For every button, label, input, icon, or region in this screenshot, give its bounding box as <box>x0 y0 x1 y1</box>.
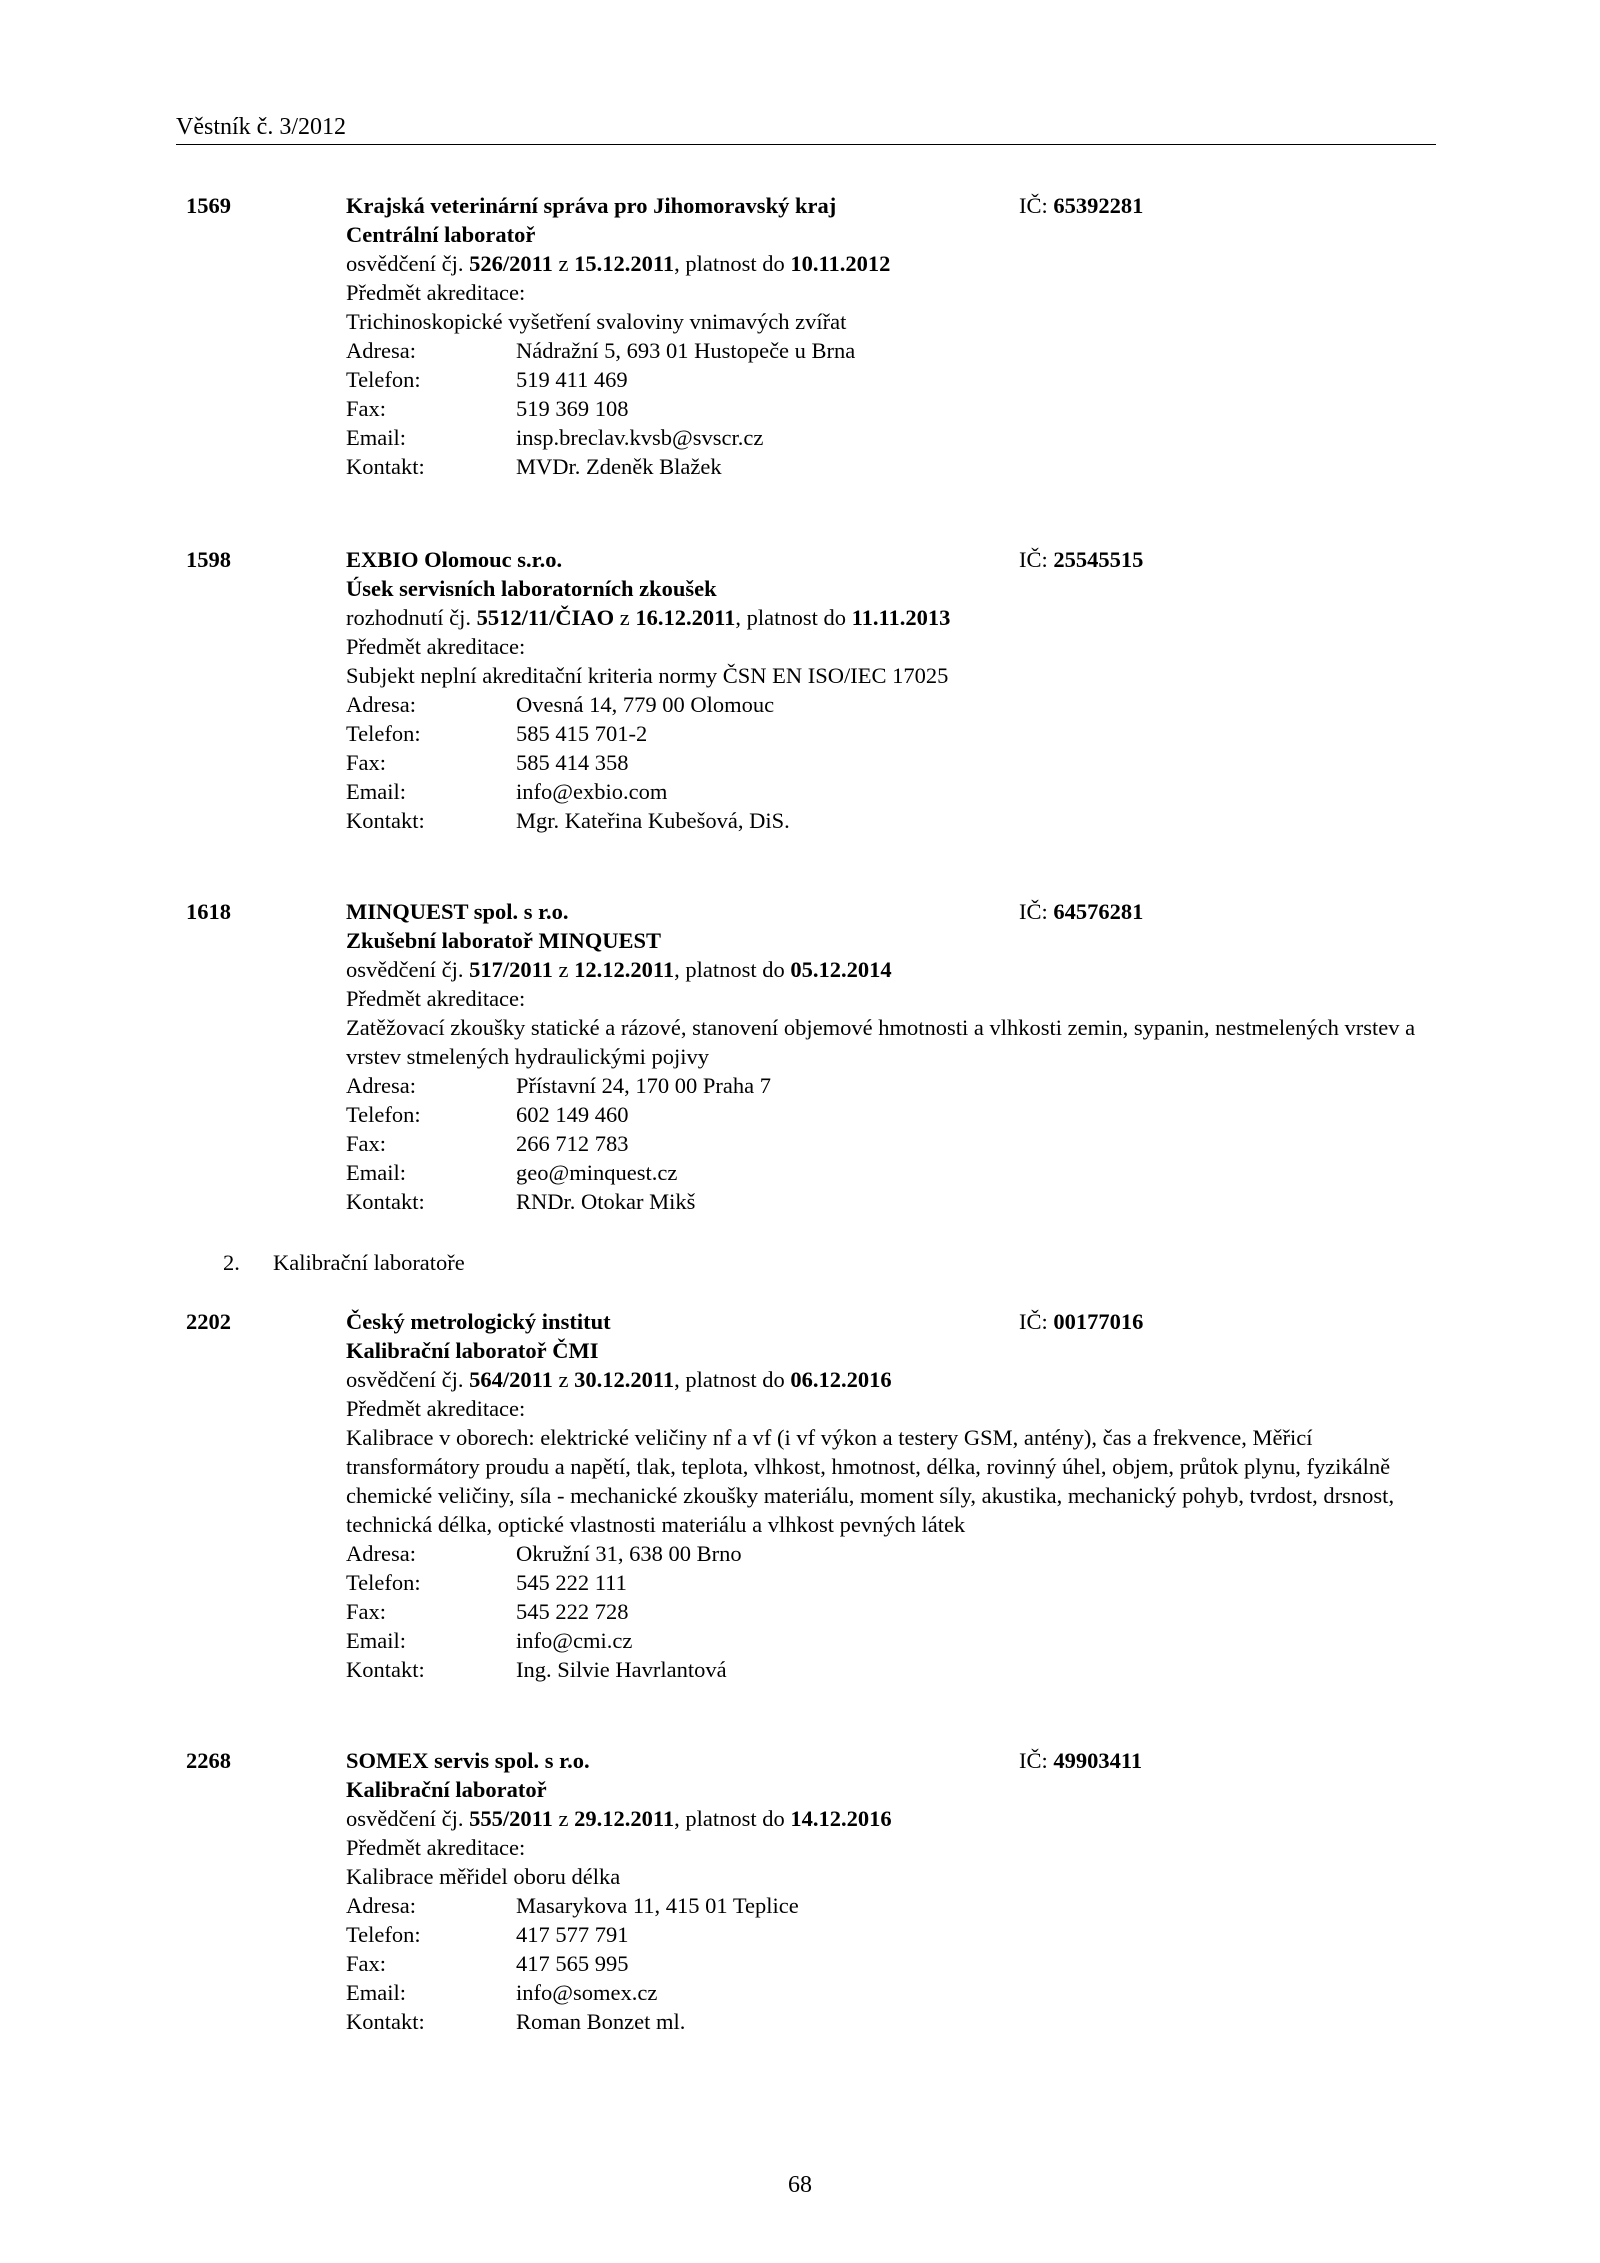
certificate-line <box>346 603 1436 632</box>
entry-number: 2202 <box>186 1309 231 1334</box>
cert-number: 5512/11/ČIAO <box>476 605 615 630</box>
subject-label: Předmět akreditace: <box>346 1396 526 1421</box>
email-label: Email: <box>346 1628 406 1653</box>
entry-number: 1598 <box>186 547 231 572</box>
subject-text: Trichinoskopické vyšetření svaloviny vnimavých zvířat <box>346 309 847 334</box>
page-header <box>176 112 1436 145</box>
contact-value: MVDr. Zdeněk Blažek <box>516 454 722 479</box>
cert-valid-until: 11.11.2013 <box>851 605 951 630</box>
email-label: Email: <box>346 779 406 804</box>
entry-number: 2268 <box>186 1748 231 1773</box>
address-row <box>346 336 1436 365</box>
cert-z: z <box>558 1367 569 1392</box>
ic-label: IČ: <box>1019 899 1048 924</box>
laboratory-name: Úsek servisních laboratorních zkoušek <box>346 576 717 601</box>
fax-label: Fax: <box>346 750 387 775</box>
email-value[interactable]: geo@minquest.cz <box>516 1160 678 1185</box>
fax-row <box>346 1949 1436 1978</box>
cert-z: z <box>558 957 569 982</box>
fax-row <box>346 748 1436 777</box>
entry-body <box>346 545 1436 835</box>
ic-value: 49903411 <box>1053 1748 1143 1773</box>
contact-row <box>346 806 1436 835</box>
cert-date: 30.12.2011 <box>574 1367 675 1392</box>
cert-prefix: osvědčení čj. <box>346 1806 464 1831</box>
address-row <box>346 1071 1436 1100</box>
address-label: Adresa: <box>346 1893 416 1918</box>
fax-label: Fax: <box>346 396 387 421</box>
section-title: Kalibrační laboratoře <box>273 1250 465 1275</box>
contact-row <box>346 1655 1436 1684</box>
phone-value: 417 577 791 <box>516 1922 629 1947</box>
certificate-line <box>346 1365 1436 1394</box>
ic-label: IČ: <box>1019 1748 1048 1773</box>
contact-value: Mgr. Kateřina Kubešová, DiS. <box>516 808 790 833</box>
certificate-line <box>346 1804 1436 1833</box>
entry-body <box>346 1746 1436 2036</box>
contact-label: Kontakt: <box>346 1189 425 1214</box>
organization-name: Krajská veterinární správa pro Jihomoravský kraj <box>346 193 837 218</box>
organization-name: EXBIO Olomouc s.r.o. <box>346 547 563 572</box>
subject-text: Subjekt neplní akreditační kriteria normy ČSN EN ISO/IEC 17025 <box>346 663 949 688</box>
cert-valid-until: 05.12.2014 <box>790 957 892 982</box>
phone-value: 602 149 460 <box>516 1102 629 1127</box>
cert-valid-until: 06.12.2016 <box>790 1367 892 1392</box>
cert-valid-label: , platnost do <box>674 1806 785 1831</box>
cert-date: 12.12.2011 <box>574 957 675 982</box>
subject-text: Zatěžovací zkoušky statické a rázové, stanovení objemové hmotnosti a vlhkosti zemin, sypanin, nestmelených vrstev a vrstev stmelených hydraulickými pojivy <box>346 1015 1416 1069</box>
cert-valid-label: , platnost do <box>735 605 847 630</box>
phone-value: 519 411 469 <box>516 367 628 392</box>
phone-row <box>346 1100 1436 1129</box>
contact-label: Kontakt: <box>346 2009 425 2034</box>
cert-date: 29.12.2011 <box>574 1806 675 1831</box>
email-value[interactable]: insp.breclav.kvsb@svscr.cz <box>516 425 764 450</box>
cert-prefix: rozhodnutí čj. <box>346 605 471 630</box>
phone-row <box>346 365 1436 394</box>
contact-label: Kontakt: <box>346 454 425 479</box>
phone-row <box>346 1920 1436 1949</box>
cert-z: z <box>619 605 630 630</box>
certificate-line <box>346 249 1436 278</box>
fax-label: Fax: <box>346 1599 387 1624</box>
ic-value: 64576281 <box>1053 899 1144 924</box>
cert-prefix: osvědčení čj. <box>346 1367 464 1392</box>
certificate-line <box>346 955 1436 984</box>
cert-date: 15.12.2011 <box>574 251 675 276</box>
phone-label: Telefon: <box>346 1922 421 1947</box>
address-value: Masarykova 11, 415 01 Teplice <box>516 1893 799 1918</box>
page-number: 68 <box>788 2172 812 2198</box>
subject-label: Předmět akreditace: <box>346 986 526 1011</box>
contact-value: RNDr. Otokar Mikš <box>516 1189 696 1214</box>
email-row <box>346 423 1436 452</box>
cert-valid-until: 14.12.2016 <box>790 1806 892 1831</box>
subject-label: Předmět akreditace: <box>346 634 526 659</box>
phone-value: 545 222 111 <box>516 1570 627 1595</box>
ic-value: 00177016 <box>1053 1309 1144 1334</box>
email-label: Email: <box>346 1980 406 2005</box>
contact-label: Kontakt: <box>346 808 425 833</box>
email-row <box>346 1978 1436 2007</box>
address-value: Ovesná 14, 779 00 Olomouc <box>516 692 775 717</box>
address-value: Okružní 31, 638 00 Brno <box>516 1541 742 1566</box>
fax-value: 266 712 783 <box>516 1131 629 1156</box>
address-label: Adresa: <box>346 1073 416 1098</box>
fax-row <box>346 1597 1436 1626</box>
ic-label: IČ: <box>1019 1309 1048 1334</box>
fax-value: 585 414 358 <box>516 750 629 775</box>
organization-name: SOMEX servis spol. s r.o. <box>346 1748 590 1773</box>
contact-value: Roman Bonzet ml. <box>516 2009 686 2034</box>
email-value[interactable]: info@exbio.com <box>516 779 668 804</box>
cert-number: 555/2011 <box>469 1806 553 1831</box>
publication-title: Věstník č. 3/2012 <box>176 114 346 140</box>
phone-row <box>346 719 1436 748</box>
address-value: Přístavní 24, 170 00 Praha 7 <box>516 1073 771 1098</box>
cert-prefix: osvědčení čj. <box>346 957 464 982</box>
laboratory-name: Kalibrační laboratoř ČMI <box>346 1338 599 1363</box>
address-row <box>346 1891 1436 1920</box>
cert-valid-until: 10.11.2012 <box>790 251 891 276</box>
address-value: Nádražní 5, 693 01 Hustopeče u Brna <box>516 338 856 363</box>
cert-prefix: osvědčení čj. <box>346 251 464 276</box>
laboratory-name: Kalibrační laboratoř <box>346 1777 547 1802</box>
organization-name: Český metrologický institut <box>346 1309 611 1334</box>
contact-row <box>346 1187 1436 1216</box>
phone-value: 585 415 701-2 <box>516 721 648 746</box>
subject-label: Předmět akreditace: <box>346 280 526 305</box>
address-label: Adresa: <box>346 1541 416 1566</box>
fax-row <box>346 394 1436 423</box>
contact-row <box>346 452 1436 481</box>
cert-z: z <box>558 251 569 276</box>
entry-number: 1569 <box>186 193 231 218</box>
contact-row <box>346 2007 1436 2036</box>
cert-number: 564/2011 <box>469 1367 553 1392</box>
subject-text: Kalibrace měřidel oboru délka <box>346 1864 621 1889</box>
entry-body <box>346 1307 1436 1684</box>
entry-body <box>346 897 1436 1216</box>
ic-value: 65392281 <box>1053 193 1144 218</box>
ic-value: 25545515 <box>1053 547 1144 572</box>
entry-body <box>346 191 1436 481</box>
contact-value: Ing. Silvie Havrlantová <box>516 1657 727 1682</box>
phone-label: Telefon: <box>346 1102 421 1127</box>
subject-text: Kalibrace v oborech: elektrické veličiny nf a vf (i vf výkon a testery GSM, antény), čas a frekvence, Měřicí transformátory proudu a napětí, tlak, teplota, vlhkost, hmotnost, délka, rovinný úhel, objem, průtok plynu, fyzikálně chemické veličiny, síla - mechanické zkoušky materiálu, moment síly, akustika, mechanický pohyb, tvrdost, drsnost, technická délka, optické vlastnosti materiálu a vlhkost pevných látek <box>346 1425 1395 1537</box>
cert-z: z <box>558 1806 569 1831</box>
address-label: Adresa: <box>346 338 416 363</box>
section-number: 2. <box>223 1250 240 1275</box>
subject-label: Předmět akreditace: <box>346 1835 526 1860</box>
cert-valid-label: , platnost do <box>674 957 785 982</box>
cert-number: 526/2011 <box>469 251 553 276</box>
address-row <box>346 1539 1436 1568</box>
email-label: Email: <box>346 1160 406 1185</box>
laboratory-name: Zkušební laboratoř MINQUEST <box>346 928 662 953</box>
phone-row <box>346 1568 1436 1597</box>
phone-label: Telefon: <box>346 721 421 746</box>
fax-value: 417 565 995 <box>516 1951 629 1976</box>
email-label: Email: <box>346 425 406 450</box>
fax-value: 519 369 108 <box>516 396 629 421</box>
email-row <box>346 777 1436 806</box>
cert-valid-label: , platnost do <box>674 251 785 276</box>
ic-label: IČ: <box>1019 193 1048 218</box>
organization-name: MINQUEST spol. s r.o. <box>346 899 569 924</box>
cert-number: 517/2011 <box>469 957 553 982</box>
entry-number: 1618 <box>186 899 231 924</box>
email-row <box>346 1626 1436 1655</box>
contact-label: Kontakt: <box>346 1657 425 1682</box>
email-value[interactable]: info@somex.cz <box>516 1980 658 2005</box>
phone-label: Telefon: <box>346 367 421 392</box>
address-row <box>346 690 1436 719</box>
cert-date: 16.12.2011 <box>635 605 736 630</box>
phone-label: Telefon: <box>346 1570 421 1595</box>
fax-value: 545 222 728 <box>516 1599 629 1624</box>
cert-valid-label: , platnost do <box>674 1367 785 1392</box>
section-heading <box>223 1248 465 1277</box>
email-row <box>346 1158 1436 1187</box>
fax-row <box>346 1129 1436 1158</box>
page-footer <box>0 2171 1600 2200</box>
ic-label: IČ: <box>1019 547 1048 572</box>
laboratory-name: Centrální laboratoř <box>346 222 536 247</box>
fax-label: Fax: <box>346 1951 387 1976</box>
email-value[interactable]: info@cmi.cz <box>516 1628 633 1653</box>
fax-label: Fax: <box>346 1131 387 1156</box>
address-label: Adresa: <box>346 692 416 717</box>
